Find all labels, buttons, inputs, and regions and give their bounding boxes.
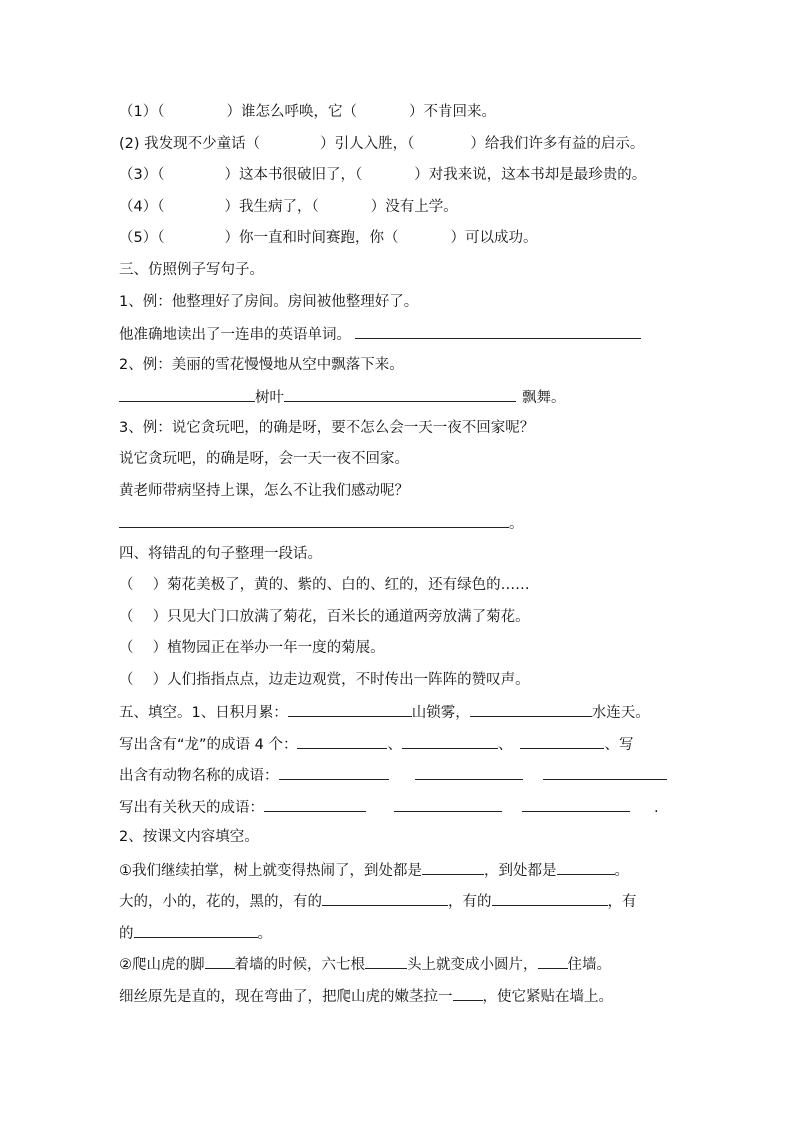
passage-blank-6[interactable] <box>205 953 235 969</box>
animal-blank-3[interactable] <box>543 764 667 780</box>
passage-line-3 <box>119 922 272 944</box>
autumn-idioms <box>119 796 659 818</box>
passage-blank-3[interactable] <box>322 890 448 906</box>
q3-answer-blank[interactable] <box>119 512 509 528</box>
passage-1a: ①我们继续拍掌，树上就变得热闹了，到处都是 <box>119 863 422 879</box>
q3-result: 说它贪玩吧，的确是呀，会一天一夜不回家。 <box>119 451 409 467</box>
dragon-sep-3: 、写 <box>604 737 634 753</box>
q2-word-2: 飘舞。 <box>522 390 566 406</box>
passage-line-1 <box>119 859 629 881</box>
passage-4d: 住墙。 <box>567 957 611 973</box>
item-4 <box>119 197 458 217</box>
idiom-2-end: 水连天。 <box>591 705 650 721</box>
passage-blank-7[interactable] <box>365 953 407 969</box>
passage-line-4 <box>119 953 611 975</box>
order-item-2 <box>119 607 530 627</box>
item-2 <box>119 134 644 154</box>
item-5-part-b: ）你一直和时间赛跑，你（ <box>224 230 399 246</box>
autumn-label: 写出有关秋天的成语： <box>119 800 264 816</box>
order-paren-4[interactable]: （ ） <box>119 672 168 688</box>
passage-blank-1[interactable] <box>422 859 484 875</box>
item-1-part-c: ）不肯回来。 <box>408 104 496 120</box>
autumn-blank-2[interactable] <box>394 796 502 812</box>
item-3 <box>119 165 646 185</box>
item-2-part-a: (2) 我发现不少童话（ <box>119 136 261 152</box>
passage-blank-4[interactable] <box>492 890 608 906</box>
order-text-1: 菊花美极了，黄的、紫的、白的、红的，还有绿色的…… <box>167 577 530 593</box>
section-four-heading: 四、将错乱的句子整理一段话。 <box>119 546 322 562</box>
order-item-3 <box>119 638 385 658</box>
idiom-blank-1[interactable] <box>288 701 412 717</box>
item-5-part-c: ）可以成功。 <box>450 230 538 246</box>
q2-blank-1[interactable] <box>119 386 255 402</box>
item-4-part-c: ）没有上学。 <box>370 199 458 215</box>
passage-2b: ，有的 <box>448 894 492 910</box>
item-5-part-a: （5）（ <box>119 230 165 246</box>
passage-blank-5[interactable] <box>134 922 258 938</box>
order-text-3: 植物园正在举办一年一度的菊展。 <box>167 640 385 656</box>
animal-blank-2[interactable] <box>415 764 523 780</box>
q2-blank-2[interactable] <box>284 386 516 402</box>
section-five-heading: 五、填空。1、日积月累： <box>119 705 288 721</box>
item-4-part-b: ）我生病了，（ <box>224 199 319 215</box>
passage-3a: 的 <box>119 926 134 942</box>
item-3-part-c: ）对我来说，这本书却是最珍贵的。 <box>414 167 647 183</box>
autumn-end: . <box>654 800 659 816</box>
q1-task <box>119 323 641 345</box>
q2-example: 2、例：美丽的雪花慢慢地从空中飘落下来。 <box>119 357 404 373</box>
section-five-idioms <box>119 701 650 723</box>
passage-line-5 <box>119 985 613 1007</box>
q3-task: 黄老师带病坚持上课，怎么不让我们感动呢？ <box>119 483 409 499</box>
q2-fill-heading: 2、按课文内容填空。 <box>119 829 259 845</box>
item-1-part-b: ）谁怎么呼唤，它（ <box>226 104 357 120</box>
passage-5b: ，使它紧贴在墙上。 <box>482 989 613 1005</box>
autumn-blank-1[interactable] <box>264 796 366 812</box>
dragon-blank-1[interactable] <box>297 733 387 749</box>
passage-3b: 。 <box>257 926 272 942</box>
passage-1b: ，到处都是 <box>484 863 557 879</box>
item-1-part-a: （1）（ <box>119 104 165 120</box>
item-5 <box>119 228 537 248</box>
dragon-label: 写出含有“龙”的成语 4 个： <box>119 737 298 753</box>
order-paren-1[interactable]: （ ） <box>119 577 168 593</box>
passage-1c: 。 <box>614 863 629 879</box>
order-paren-2[interactable]: （ ） <box>119 609 168 625</box>
autumn-blank-3[interactable] <box>522 796 630 812</box>
q1-example: 1、例：他整理好了房间。房间被他整理好了。 <box>119 294 419 310</box>
dragon-blank-3[interactable] <box>520 733 604 749</box>
animal-blank-1[interactable] <box>279 764 389 780</box>
passage-4a: ②爬山虎的脚 <box>119 957 205 973</box>
dragon-sep-2: 、 <box>497 737 513 753</box>
order-text-4: 人们指指点点，边走边观赏，不时传出一阵阵的赞叹声。 <box>167 672 530 688</box>
order-text-2: 只见大门口放满了菊花，百米长的通道两旁放满了菊花。 <box>167 609 530 625</box>
passage-4c: 头上就变成小圆片， <box>407 957 538 973</box>
item-2-part-b: ）引人入胜，（ <box>320 136 415 152</box>
q3-answer <box>119 512 524 534</box>
item-3-part-a: （3）（ <box>119 167 165 183</box>
passage-blank-2[interactable] <box>557 859 615 875</box>
passage-4b: 着墙的时候，六七根 <box>234 957 365 973</box>
dragon-idioms <box>119 733 633 755</box>
q1-task-text: 他准确地读出了一连串的英语单词。 <box>119 327 351 343</box>
q1-answer-blank[interactable] <box>355 323 641 339</box>
order-item-4 <box>119 670 530 690</box>
passage-line-2 <box>119 890 637 912</box>
passage-2a: 大的，小的，花的，黑的，有的 <box>119 894 322 910</box>
passage-blank-9[interactable] <box>453 985 483 1001</box>
section-three-heading: 三、仿照例子写句子。 <box>119 262 264 278</box>
animal-label: 出含有动物名称的成语： <box>119 768 279 784</box>
dragon-blank-2[interactable] <box>402 733 498 749</box>
q3-example: 3、例：说它贪玩吧，的确是呀，要不怎么会一天一夜不回家呢？ <box>119 420 535 436</box>
q2-word-1: 树叶 <box>255 390 284 406</box>
animal-idioms <box>119 764 667 786</box>
item-4-part-a: （4）（ <box>119 199 165 215</box>
order-item-1 <box>119 575 530 595</box>
idiom-1-end: 山锁雾， <box>411 705 470 721</box>
passage-2c: ，有 <box>607 894 637 910</box>
q3-end: 。 <box>509 516 524 532</box>
order-paren-3[interactable]: （ ） <box>119 640 168 656</box>
passage-blank-8[interactable] <box>538 953 568 969</box>
item-2-part-c: ）给我们许多有益的启示。 <box>470 136 645 152</box>
dragon-sep-1: 、 <box>387 737 402 753</box>
idiom-blank-2[interactable] <box>470 701 592 717</box>
item-3-part-b: ）这本书很破旧了，（ <box>224 167 363 183</box>
passage-5a: 细丝原先是直的，现在弯曲了，把爬山虎的嫩茎拉一 <box>119 989 453 1005</box>
q2-task <box>119 386 566 408</box>
item-1 <box>119 102 496 122</box>
